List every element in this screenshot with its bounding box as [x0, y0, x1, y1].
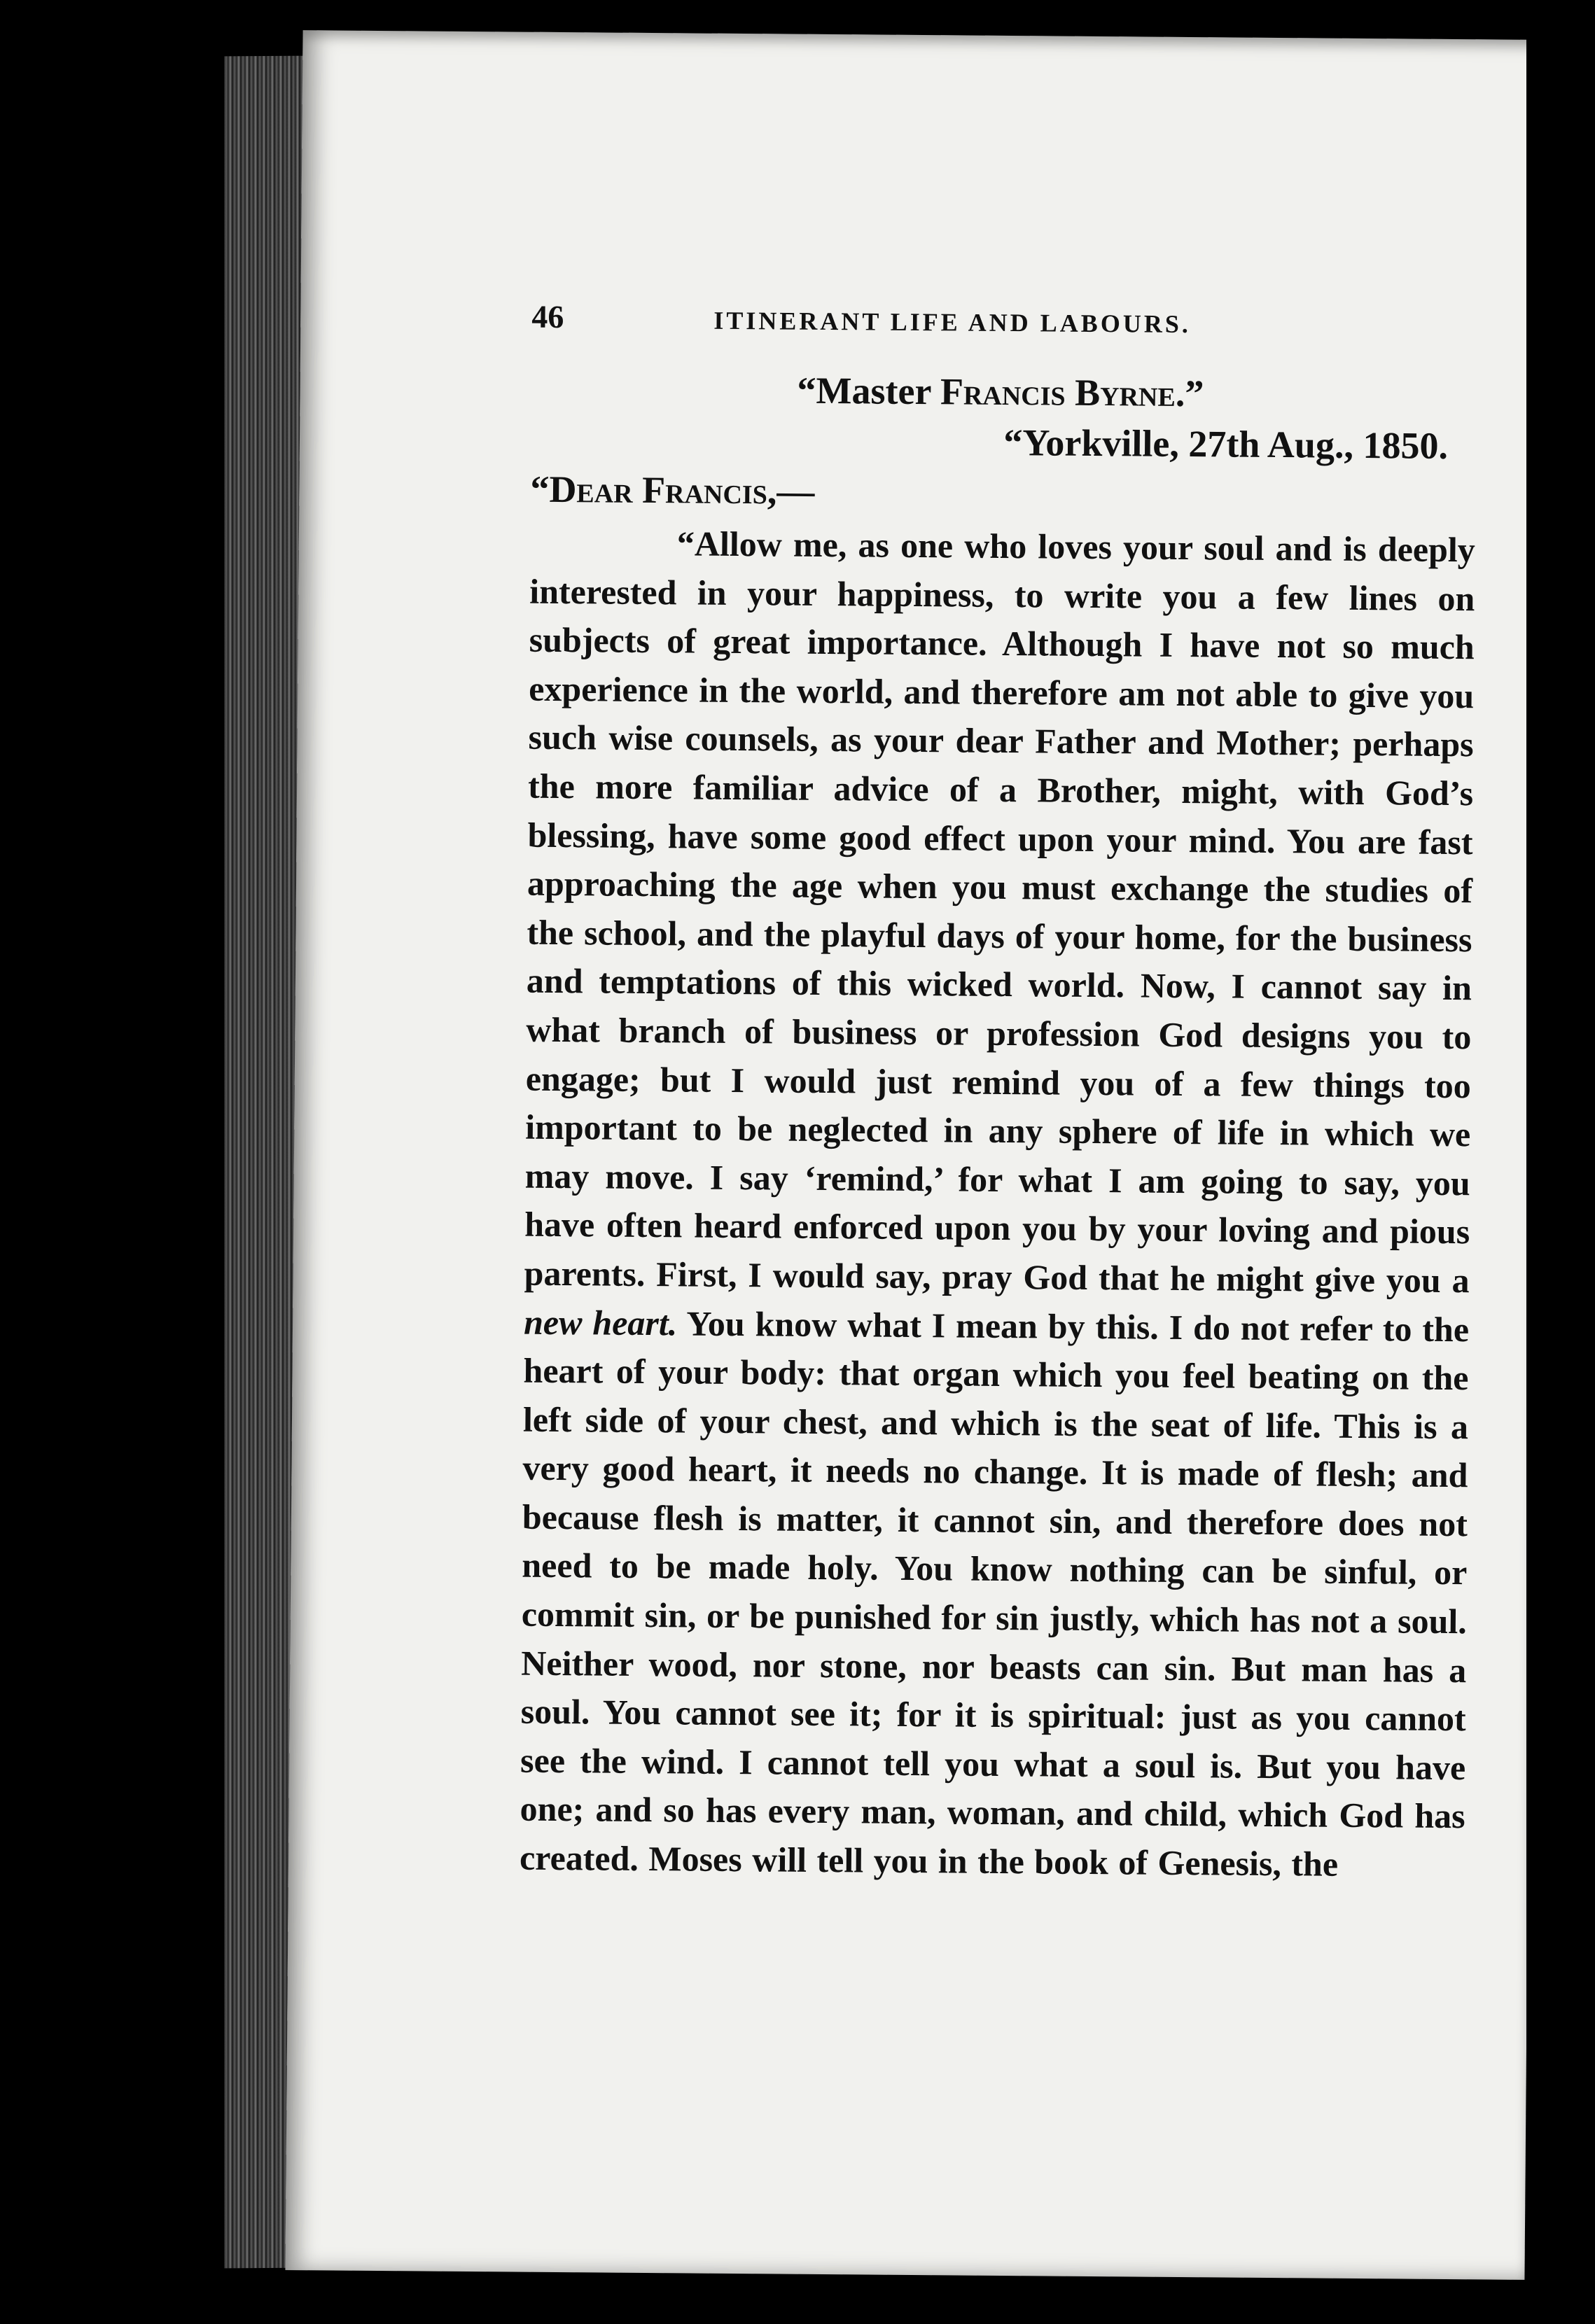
scan-right-edge — [1526, 0, 1595, 2324]
body-part-1: “Allow me, as one who loves your soul and is deeply interested in your happiness, to write you a few lines on subjects of great importance. Although I have not so much experience in the world, and therefore am not able to give you such wise counsels, as your dear Father and Mother; perhaps the more familiar advice of a Brother, might, with God’s blessing, have some good effect upon your mind. You are fast approaching the age when you must exchange the studies of the school, and the playful days of your home, for the business and temptations of this wicked world. Now, I cannot say in what branch of business or profession God designs you to engage; but I would just remind you of a few things too important to be neglected in any sphere of life in which we may move. I say ‘remind,’ for what I am going to say, you have often heard enforced upon you by your loving and pious parents. First, I would say, pray God that he might give you a — [524, 524, 1476, 1301]
salutation-open: “ — [530, 468, 550, 510]
body-emphasis: new heart. — [523, 1302, 678, 1343]
page-number: 46 — [531, 298, 564, 335]
letter-addressee — [797, 365, 1477, 421]
running-head: ITINERANT LIFE AND LABOURS. — [713, 306, 1191, 339]
letter-body — [520, 519, 1475, 1890]
salutation-close: ,— — [767, 470, 815, 512]
page-header — [531, 298, 1477, 343]
book-page — [285, 30, 1542, 2280]
addressee-open: “Master — [797, 369, 941, 413]
body-part-2: You know what I mean by this. I do not refer to the heart of your body: that organ which you feel beating on the left side of your chest, and which is the seat of life. This is a very good heart, it needs no change. It is made of flesh; and because flesh is matter, it cannot sin, and therefore does not need to be made holy. You know nothing can be sinful, or commit sin, or be punished for sin justly, which has not a soul. Neither wood, nor stone, nor beasts can sin. But man has a soul. You cannot see it; for it is spiritual: just as you cannot see the wind. I cannot tell you what a soul is. But you have one; and so has every man, woman, and child, which God has created. Moses will tell you in the book of Genesis, the — [519, 1303, 1470, 1884]
addressee-close: .” — [1175, 372, 1204, 415]
addressee-name: Francis Byrne — [940, 370, 1176, 414]
letter-place-date: “Yorkville, 27th Aug., 1850. — [1003, 421, 1449, 467]
salutation-name: Dear Francis — [549, 468, 768, 512]
letter-salutation — [530, 464, 1476, 522]
page-text — [520, 298, 1477, 1890]
